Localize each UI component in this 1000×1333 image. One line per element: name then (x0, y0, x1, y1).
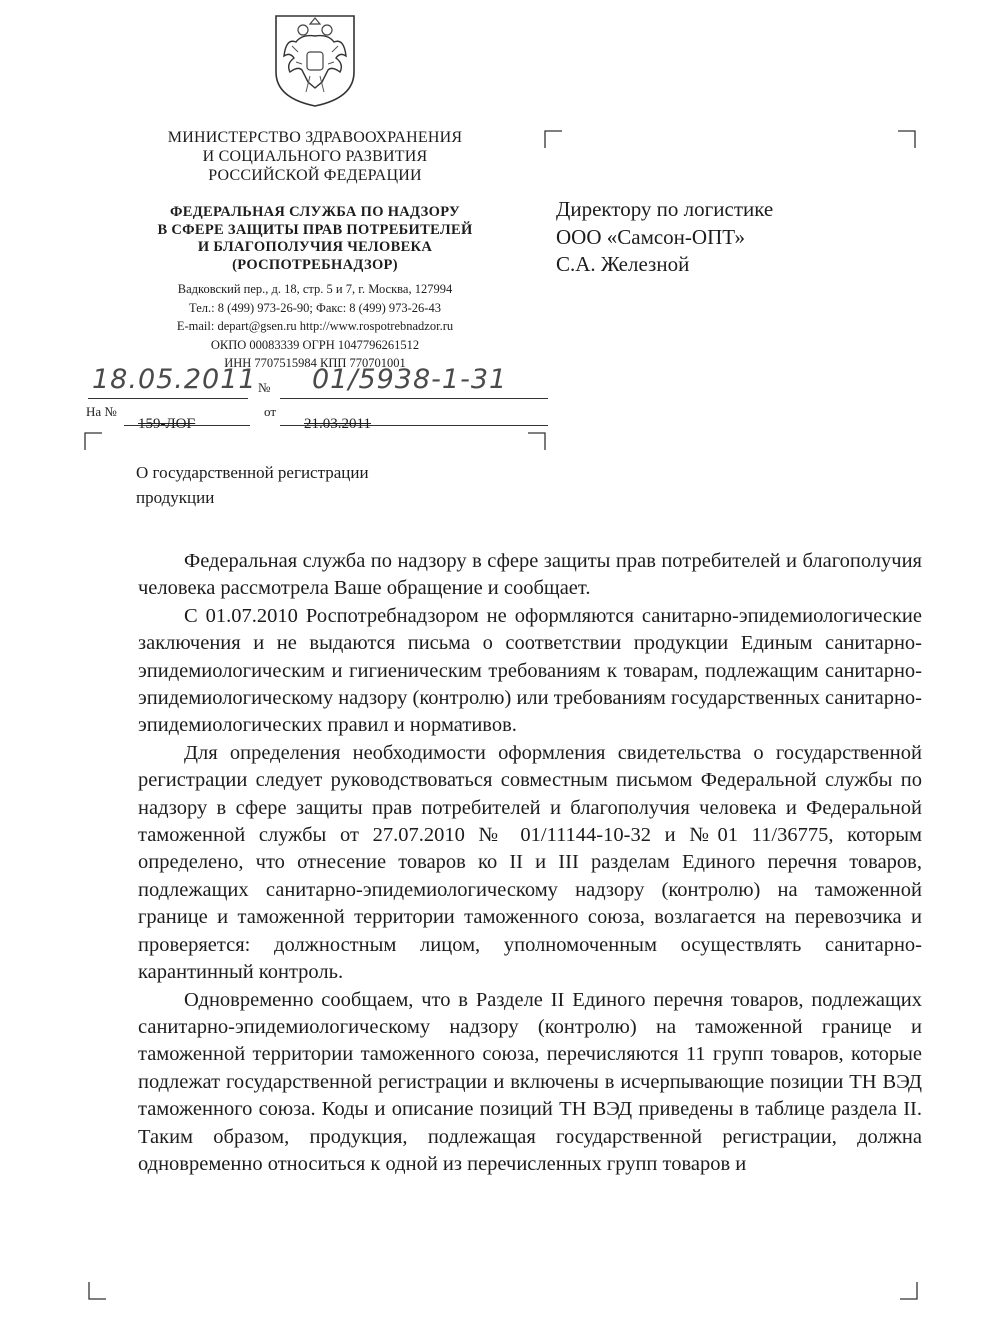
corner-mark (88, 1282, 106, 1300)
ministry-line: И СОЦИАЛЬНОГО РАЗВИТИЯ (202, 148, 428, 165)
letter-body (138, 548, 922, 1178)
service-name (120, 204, 510, 274)
okpo-line: ОКПО 00083339 ОГРН 1047796261512 (210, 337, 420, 352)
paragraph: Федеральная служба по надзору в сфере защиты прав потребителей и благополучия человека рассмотрела Ваше обращение и сообщает. (138, 550, 922, 600)
ministry-name (135, 128, 495, 185)
subject-line: продукции (136, 488, 215, 507)
paragraph: Одновременно сообщаем, что в Разделе II Единого перечня товаров, подлежащих санитарно-эпидемиологическому надзору (контролю) на таможенной границе и таможенной территории таможенного союза, перечисляются 11 групп товаров, которые подлежат государственной регистрации и включены в исчерпывающие позиции ТН ВЭД таможенного союза. Коды и описание позиций ТН ВЭД приведены в таблице раздела II. Таким образом, продукция, подлежащая государственной регистрации, должна одновременно относиться к одной из перечисленных групп товаров и (138, 988, 922, 1175)
corner-mark (900, 1282, 918, 1300)
service-line: И БЛАГОПОЛУЧИЯ ЧЕЛОВЕКА (197, 239, 433, 255)
from-label: от (264, 404, 277, 419)
service-line: В СФЕРЕ ЗАЩИТЫ ПРАВ ПОТРЕБИТЕЛЕЙ (157, 221, 473, 238)
outgoing-number: 01/5938-1-31 (312, 364, 508, 395)
coat-of-arms-icon (272, 12, 358, 108)
corner-mark (84, 432, 102, 450)
reference-date: 21.03.2011 (304, 416, 371, 432)
service-line: ФЕДЕРАЛЬНАЯ СЛУЖБА ПО НАДЗОРУ (170, 204, 460, 220)
outgoing-date: 18.05.2011 (92, 364, 257, 395)
corner-mark (898, 130, 916, 148)
addressee (556, 196, 773, 279)
phone-line: Тел.: 8 (499) 973-26-90; Факс: 8 (499) 973-26-43 (189, 300, 441, 315)
addressee-person: С.А. Железной (556, 252, 690, 276)
ministry-line: МИНИСТЕРСТВО ЗДРАВООХРАНЕНИЯ (167, 129, 463, 146)
date-underline (88, 398, 248, 399)
number-label: № (258, 380, 271, 395)
corner-mark (544, 130, 562, 148)
addressee-title: Директору по логистике (556, 197, 774, 221)
reference-number: 159-ЛОГ (138, 416, 196, 432)
contact-details (130, 280, 500, 373)
paragraph: С 01.07.2010 Роспотребнадзором не оформляются санитарно-эпидемиологические заключения и не выдаются письма о соответствии продукции Единым санитарно-эпидемиологическим и гигиеническим требованиям к товарам, подлежащим санитарно-эпидемиологическому надзору (контролю) или требованиям государственных санитарно-эпидемиологических правил и нормативов. (138, 604, 922, 737)
reference-label: На № (86, 404, 117, 419)
ministry-line: РОССИЙСКОЙ ФЕДЕРАЦИИ (208, 167, 422, 184)
corner-mark (528, 432, 546, 450)
service-line: (РОСПОТРЕБНАДЗОР) (232, 256, 398, 273)
email-line: E-mail: depart@gsen.ru http://www.rospotrebnadzor.ru (176, 319, 454, 333)
subject-line: О государственной регистрации (136, 463, 369, 482)
addressee-company: ООО «Самсон-ОПТ» (556, 224, 746, 249)
number-underline (280, 398, 548, 399)
address-line: Вадковский пер., д. 18, стр. 5 и 7, г. Москва, 127994 (177, 282, 453, 296)
subject (136, 460, 436, 510)
emblem (272, 12, 358, 108)
inn-line: ИНН 7707515984 КПП 770701001 (224, 356, 406, 370)
paragraph: Для определения необходимости оформления свидетельства о государственной регистрации следует руководствоваться совместным письмом Федеральной службы по надзору в сфере защиты прав потребителей и благополучия человека и Федеральной таможенной службы от 27.07.2010 № 01/11144-10-32 и №01 11/36775, которым определено, что отнесение товаров ко II и III разделам Единого перечня товаров, подлежащих санитарно-эпидемиологическому надзору (контролю) на таможенной границе и таможенной территории таможенного союза, возлагается на перевозчика и проверяется: должностным лицом, уполномоченным осуществлять санитарно-карантинный контроль. (138, 741, 922, 984)
